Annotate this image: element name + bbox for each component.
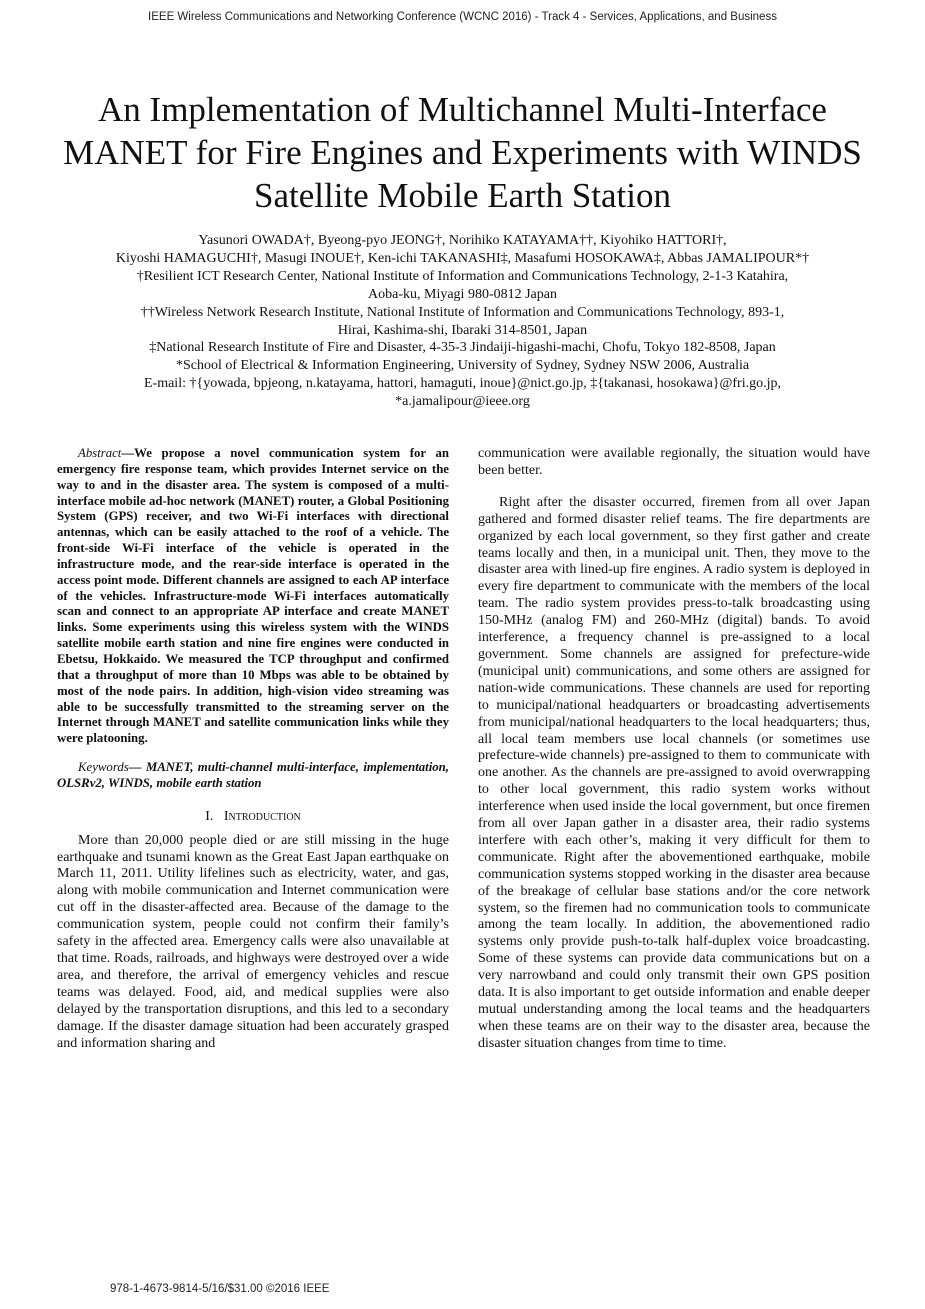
section-number: I.: [205, 808, 214, 824]
paper-title: An Implementation of Multichannel Multi-Interface MANET for Fire Engines and Experiments with WINDS Satellite Mobile Earth Station: [63, 90, 862, 215]
keywords: [57, 760, 449, 792]
intro-paragraph-1-continued: communication were available regionally, the situation would have been better.: [478, 446, 870, 478]
email-line: E-mail: †{yowada, bpjeong, n.katayama, hattori, hamaguti, inoue}@nict.go.jp, ‡{takanasi, hosokawa}@fri.go.jp,: [143, 376, 781, 392]
intro-paragraph-2: Right after the disaster occurred, firemen from all over Japan gathered and formed disaster relief teams. The fire departments are organized by each local government, so they first gather and create teams locally and then, in a municipal unit. Then, they move to the disaster area with lined-up fire engines. A radio system is deployed in every fire department to communicate with the members of the local team. The radio system provides press-to-talk broadcasting using 150-MHz (analog FM) and 260-MHz (digital) bands. To avoid interference, a frequency channel is pre-assigned to a local government. Some channels are assigned for prefecture-wide (municipal unit) communications, and some others are assigned for nation-wide communications. These channels are used for reporting to municipal/national headquarters or broadcasting advertisements from municipal/national headquarters to the local headquarters; thus, all local team members use local channels (or sometimes use prefecture-wide channels) pre-assigned to them to communicate with one another. As the channels are pre-assigned to avoid overwrapping to other local government, this radio system works without interference when used inside the local government, but once firemen from all over Japan gather in a disaster area, their radio systems interfere with each other’s, making it very difficult for them to communicate. Right after the abovementioned earthquake, mobile communication systems stopped working in the disaster area because of the breakage of cellular base stations and/or the core network system, so the firemen had no communication tools to communicate among the team locally. In addition, the abovementioned radio systems only provide push-to-talk half-duplex voice broadcasting. Some of these systems can provide data communications but on a very narrowband and could only transmit their own GPS position data. It is also important to get outside information and enable deeper mutual understanding among the local teams and the headquarters when these teams are on their way to the disaster area, because the disaster situation changes from time to time.: [478, 494, 870, 1051]
abstract-dash: —: [121, 446, 135, 460]
abstract-label: Abstract: [78, 446, 122, 460]
abstract-text: We propose a novel communication system for an emergency fire response team, which provides Internet service on the way to and in the disaster area. The system is composed of a multi-interface mobile ad-hoc network (MANET) router, a Global Positioning System (GPS) receiver, and two Wi-Fi interfaces with directional antennas, which can be easily attached to the roof of a vehicle. The front-side Wi-Fi interface of the vehicle is operated in the infrastructure mode, and the rear-side interface is operated in the access point mode. Different channels are assigned to each AP interface of the vehicles. Infrastructure-mode Wi-Fi interfaces automatically scan and connect to an appropriate AP interface and create MANET links. Some experiments using this wireless system with the WINDS satellite mobile earth station and nine fire engines were conducted in Ebetsu, Hokkaido. We measured the TCP throughput and confirmed that a throughput of more than 10 Mbps was able to be obtained by most of the node pairs. In addition, high-vision video streaming was able to be successfully transmitted to the streaming server on the Internet through MANET and satellite communication links while they were platooning.: [57, 446, 449, 746]
email-line: *a.jamalipour@ieee.org: [395, 394, 530, 410]
affiliation-line: Aoba-ku, Miyagi 980-0812 Japan: [368, 286, 557, 302]
conference-header: IEEE Wireless Communications and Networking Conference (WCNC 2016) - Track 4 - Services, Applications, and Business: [148, 11, 777, 23]
affiliation-line: ‡National Research Institute of Fire and Disaster, 4-35-3 Jindaiji-higashi-machi, Chofu, Tokyo 182-8508, Japan: [149, 340, 776, 356]
author-line: Kiyoshi HAMAGUCHI†, Masugi INOUE†, Ken-ichi TAKANASHI‡, Masafumi HOSOKAWA‡, Abbas JAMALIPOUR*†: [115, 250, 810, 266]
copyright-footer: 978-1-4673-9814-5/16/$31.00 ©2016 IEEE: [110, 1283, 330, 1295]
keywords-label: Keywords: [78, 760, 129, 775]
author-block: [40, 232, 885, 411]
affiliation-line: ††Wireless Network Research Institute, National Institute of Information and Communications Technology, 893-1,: [140, 304, 785, 320]
affiliation-line: Hirai, Kashima-shi, Ibaraki 314-8501, Japan: [337, 322, 588, 338]
keywords-dash: —: [128, 760, 142, 775]
affiliation-line: *School of Electrical & Information Engineering, University of Sydney, Sydney NSW 2006, Australia: [175, 358, 750, 374]
section-title: Introduction: [223, 808, 301, 824]
affiliation-line: †Resilient ICT Research Center, National Institute of Information and Communications Technology, 2-1-3 Katahira,: [136, 268, 789, 284]
left-column: [57, 446, 449, 1052]
section-heading: [57, 809, 449, 826]
intro-paragraph-1: More than 20,000 people died or are still missing in the huge earthquake and tsunami known as the Great East Japan earthquake on March 11, 2011. Utility lifelines such as electricity, water, and gas, along with mobile communication and Internet communication were cut off in the disaster-affected area. Because of the damage to the communication system, people could not confirm their family’s safety in the affected area. Emergency calls were also unavailable at that time. Roads, railroads, and highways were destroyed over a wide area, and therefore, the arrival of emergency vehicles and rescue teams was delayed. Food, aid, and medical supplies were also delayed by the transportation disruptions, and this led to a secondary damage. If the disaster damage situation had been accurately grasped and information sharing and: [57, 832, 449, 1051]
right-column: [478, 446, 870, 1053]
keywords-text: MANET, multi-channel multi-interface, implementation, OLSRv2, WINDS, mobile earth station: [57, 760, 449, 790]
abstract: [57, 446, 449, 747]
author-line: Yasunori OWADA†, Byeong-pyo JEONG†, Norihiko KATAYAMA††, Kiyohiko HATTORI†,: [198, 233, 727, 248]
